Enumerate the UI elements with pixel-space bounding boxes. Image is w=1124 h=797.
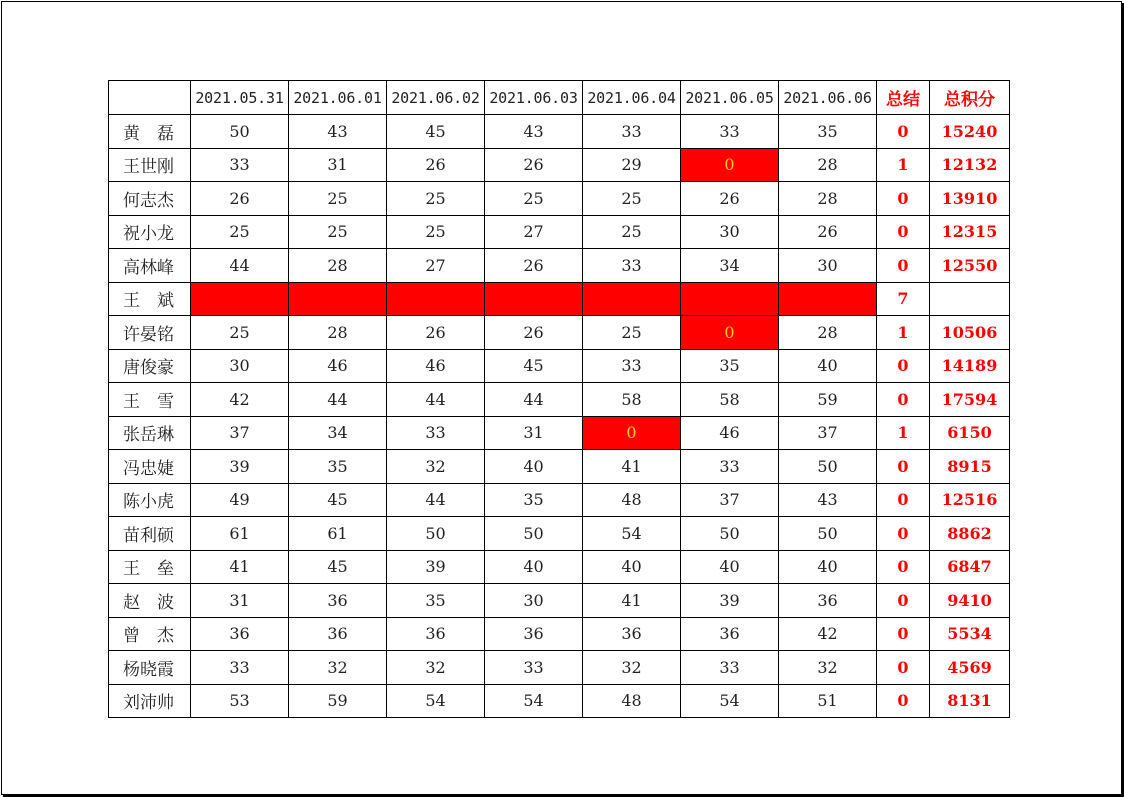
summary-cell: 0 [877, 584, 930, 618]
score-cell: 36 [289, 584, 387, 618]
student-name-cell: 王 垒 [109, 550, 191, 584]
score-cell: 35 [289, 450, 387, 484]
score-cell: 35 [779, 115, 877, 149]
total-score-cell: 12516 [930, 483, 1010, 517]
highlighted-score-cell [681, 282, 779, 316]
summary-cell: 0 [877, 651, 930, 685]
summary-header: 总结 [877, 81, 930, 115]
score-cell: 54 [583, 517, 681, 551]
highlighted-score-cell [485, 282, 583, 316]
table-row [109, 215, 1010, 249]
summary-cell: 0 [877, 182, 930, 216]
score-cell: 26 [191, 182, 289, 216]
score-cell: 53 [191, 684, 289, 718]
score-cell: 40 [485, 550, 583, 584]
table-row [109, 282, 1010, 316]
score-cell: 48 [583, 684, 681, 718]
score-cell: 37 [191, 416, 289, 450]
score-cell: 30 [191, 349, 289, 383]
score-cell: 28 [289, 316, 387, 350]
student-name-cell: 王 雪 [109, 383, 191, 417]
score-cell: 44 [289, 383, 387, 417]
score-cell: 41 [583, 584, 681, 618]
score-cell: 33 [191, 651, 289, 685]
score-cell: 36 [779, 584, 877, 618]
score-cell: 28 [289, 249, 387, 283]
student-name-cell: 何志杰 [109, 182, 191, 216]
score-cell: 36 [191, 617, 289, 651]
summary-cell: 1 [877, 416, 930, 450]
table-row [109, 684, 1010, 718]
score-cell: 26 [485, 148, 583, 182]
score-cell: 39 [387, 550, 485, 584]
score-cell: 28 [779, 182, 877, 216]
score-cell: 36 [387, 617, 485, 651]
score-cell: 26 [387, 316, 485, 350]
corner-cell [109, 81, 191, 115]
score-cell: 40 [583, 550, 681, 584]
summary-cell: 0 [877, 684, 930, 718]
score-cell: 44 [485, 383, 583, 417]
score-cell: 26 [779, 215, 877, 249]
student-name-cell: 张岳琳 [109, 416, 191, 450]
score-cell: 50 [485, 517, 583, 551]
score-cell: 59 [289, 684, 387, 718]
total-score-cell: 14189 [930, 349, 1010, 383]
score-cell: 37 [681, 483, 779, 517]
summary-cell: 0 [877, 249, 930, 283]
score-cell: 25 [583, 182, 681, 216]
score-cell: 25 [289, 215, 387, 249]
score-cell: 42 [191, 383, 289, 417]
table-row [109, 584, 1010, 618]
total-score-cell: 6847 [930, 550, 1010, 584]
student-name-cell: 杨晓霞 [109, 651, 191, 685]
total-score-cell: 4569 [930, 651, 1010, 685]
table-row [109, 450, 1010, 484]
score-cell: 25 [583, 215, 681, 249]
score-cell: 33 [681, 115, 779, 149]
score-cell: 45 [387, 115, 485, 149]
date-header: 2021.06.06 [779, 81, 877, 115]
student-name-cell: 唐俊豪 [109, 349, 191, 383]
score-cell: 28 [779, 316, 877, 350]
score-cell: 25 [191, 215, 289, 249]
highlighted-score-cell: 0 [583, 416, 681, 450]
date-header: 2021.05.31 [191, 81, 289, 115]
score-cell: 41 [583, 450, 681, 484]
score-cell: 33 [583, 349, 681, 383]
summary-cell: 0 [877, 617, 930, 651]
score-cell: 25 [387, 215, 485, 249]
student-name-cell: 祝小龙 [109, 215, 191, 249]
total-score-cell: 9410 [930, 584, 1010, 618]
score-cell: 40 [485, 450, 583, 484]
summary-cell: 0 [877, 215, 930, 249]
student-name-cell: 曾 杰 [109, 617, 191, 651]
table-row [109, 517, 1010, 551]
score-cell: 50 [779, 450, 877, 484]
score-cell: 54 [485, 684, 583, 718]
score-cell: 32 [387, 651, 485, 685]
highlighted-score-cell: 0 [681, 148, 779, 182]
summary-cell: 0 [877, 115, 930, 149]
highlighted-score-cell [583, 282, 681, 316]
score-cell: 25 [485, 182, 583, 216]
score-cell: 37 [779, 416, 877, 450]
score-cell: 58 [681, 383, 779, 417]
table-row [109, 617, 1010, 651]
total-score-cell: 10506 [930, 316, 1010, 350]
score-cell: 46 [289, 349, 387, 383]
score-cell: 45 [485, 349, 583, 383]
summary-cell: 0 [877, 383, 930, 417]
score-cell: 43 [779, 483, 877, 517]
score-cell: 50 [387, 517, 485, 551]
score-cell: 35 [681, 349, 779, 383]
student-name-cell: 王 斌 [109, 282, 191, 316]
total-header: 总积分 [930, 81, 1010, 115]
score-cell: 32 [583, 651, 681, 685]
student-name-cell: 王世刚 [109, 148, 191, 182]
date-header: 2021.06.05 [681, 81, 779, 115]
table-row [109, 148, 1010, 182]
total-score-cell: 12315 [930, 215, 1010, 249]
score-cell: 48 [583, 483, 681, 517]
score-cell: 46 [681, 416, 779, 450]
total-score-cell: 8131 [930, 684, 1010, 718]
score-cell: 26 [485, 249, 583, 283]
score-cell: 54 [681, 684, 779, 718]
student-name-cell: 冯忠婕 [109, 450, 191, 484]
summary-cell: 1 [877, 316, 930, 350]
score-cell: 27 [485, 215, 583, 249]
total-score-cell: 13910 [930, 182, 1010, 216]
table-row [109, 550, 1010, 584]
score-cell: 45 [289, 550, 387, 584]
score-cell: 29 [583, 148, 681, 182]
table-row [109, 349, 1010, 383]
score-cell: 33 [681, 651, 779, 685]
total-score-cell: 8862 [930, 517, 1010, 551]
table-row [109, 182, 1010, 216]
score-cell: 30 [779, 249, 877, 283]
score-cell: 34 [289, 416, 387, 450]
score-cell: 36 [583, 617, 681, 651]
table-row [109, 249, 1010, 283]
score-cell: 40 [779, 550, 877, 584]
score-cell: 27 [387, 249, 485, 283]
date-header: 2021.06.02 [387, 81, 485, 115]
total-score-cell: 5534 [930, 617, 1010, 651]
table-row [109, 483, 1010, 517]
score-cell: 26 [387, 148, 485, 182]
score-cell: 36 [289, 617, 387, 651]
score-cell: 31 [289, 148, 387, 182]
score-cell: 50 [681, 517, 779, 551]
student-name-cell: 赵 波 [109, 584, 191, 618]
score-cell: 40 [681, 550, 779, 584]
score-cell: 40 [779, 349, 877, 383]
summary-cell: 0 [877, 450, 930, 484]
score-cell: 58 [583, 383, 681, 417]
score-cell: 30 [681, 215, 779, 249]
score-cell: 41 [191, 550, 289, 584]
score-cell: 51 [779, 684, 877, 718]
score-cell: 45 [289, 483, 387, 517]
student-name-cell: 黄 磊 [109, 115, 191, 149]
table-row [109, 416, 1010, 450]
score-cell: 39 [681, 584, 779, 618]
highlighted-score-cell [191, 282, 289, 316]
summary-cell: 0 [877, 517, 930, 551]
score-cell: 44 [191, 249, 289, 283]
score-cell: 25 [191, 316, 289, 350]
score-cell: 33 [681, 450, 779, 484]
score-cell: 25 [289, 182, 387, 216]
student-name-cell: 高林峰 [109, 249, 191, 283]
summary-cell: 0 [877, 349, 930, 383]
score-cell: 28 [779, 148, 877, 182]
score-cell: 35 [387, 584, 485, 618]
highlighted-score-cell: 0 [681, 316, 779, 350]
score-cell: 43 [289, 115, 387, 149]
date-header: 2021.06.04 [583, 81, 681, 115]
score-cell: 32 [289, 651, 387, 685]
score-cell: 35 [485, 483, 583, 517]
student-name-cell: 许晏铭 [109, 316, 191, 350]
total-score-cell: 6150 [930, 416, 1010, 450]
highlighted-score-cell [289, 282, 387, 316]
table-body [109, 115, 1010, 718]
total-score-cell: 8915 [930, 450, 1010, 484]
table-row [109, 651, 1010, 685]
score-cell: 25 [583, 316, 681, 350]
table-row [109, 115, 1010, 149]
table-row [109, 316, 1010, 350]
score-cell: 26 [485, 316, 583, 350]
score-cell: 26 [681, 182, 779, 216]
score-cell: 30 [485, 584, 583, 618]
student-name-cell: 苗利硕 [109, 517, 191, 551]
score-cell: 33 [485, 651, 583, 685]
score-cell: 36 [485, 617, 583, 651]
score-cell: 50 [191, 115, 289, 149]
score-cell: 50 [779, 517, 877, 551]
score-table [108, 80, 1010, 718]
header-row [109, 81, 1010, 115]
score-cell: 25 [387, 182, 485, 216]
summary-cell: 1 [877, 148, 930, 182]
student-name-cell: 陈小虎 [109, 483, 191, 517]
score-cell: 54 [387, 684, 485, 718]
score-cell: 33 [387, 416, 485, 450]
total-score-cell: 17594 [930, 383, 1010, 417]
highlighted-score-cell [387, 282, 485, 316]
score-cell: 49 [191, 483, 289, 517]
score-cell: 33 [583, 115, 681, 149]
score-cell: 44 [387, 383, 485, 417]
score-cell: 59 [779, 383, 877, 417]
total-score-cell: 12550 [930, 249, 1010, 283]
date-header: 2021.06.01 [289, 81, 387, 115]
summary-cell: 7 [877, 282, 930, 316]
score-cell: 32 [779, 651, 877, 685]
highlighted-score-cell [779, 282, 877, 316]
summary-cell: 0 [877, 550, 930, 584]
total-score-cell: 12132 [930, 148, 1010, 182]
score-cell: 43 [485, 115, 583, 149]
score-cell: 46 [387, 349, 485, 383]
score-cell: 31 [191, 584, 289, 618]
score-cell: 33 [583, 249, 681, 283]
score-cell: 36 [681, 617, 779, 651]
score-cell: 61 [289, 517, 387, 551]
score-cell: 33 [191, 148, 289, 182]
student-name-cell: 刘沛帅 [109, 684, 191, 718]
total-score-cell [930, 282, 1010, 316]
score-cell: 44 [387, 483, 485, 517]
score-cell: 42 [779, 617, 877, 651]
score-cell: 31 [485, 416, 583, 450]
total-score-cell: 15240 [930, 115, 1010, 149]
date-header: 2021.06.03 [485, 81, 583, 115]
summary-cell: 0 [877, 483, 930, 517]
score-cell: 61 [191, 517, 289, 551]
table-row [109, 383, 1010, 417]
score-cell: 32 [387, 450, 485, 484]
score-cell: 34 [681, 249, 779, 283]
score-cell: 39 [191, 450, 289, 484]
